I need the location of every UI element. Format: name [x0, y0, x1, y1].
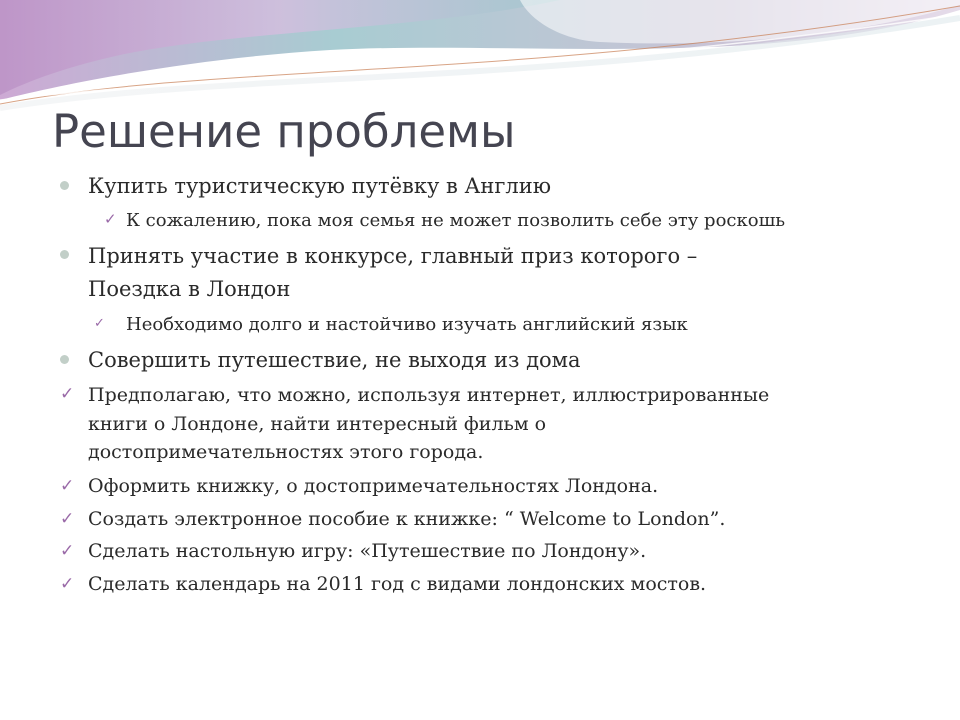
slide-title: Решение проблемы [52, 105, 516, 158]
list-item-text: Сделать настольную игру: «Путешествие по Лондону». [88, 540, 647, 562]
list-item-text: Купить туристическую путёвку в Англию [88, 174, 552, 198]
list-item-text: Совершить путешествие, не выходя из дома [88, 348, 581, 372]
check-mark-icon: ✓ [60, 509, 75, 529]
list-item-text: Необходимо долго и настойчиво изучать английский язык [126, 314, 688, 335]
check-mark-icon: ✓ [60, 476, 75, 496]
check-mark-icon: ✓ [60, 384, 75, 404]
list-item-text: Предполагаю, что можно, используя интернет, иллюстрированные [88, 384, 770, 406]
list-item-text: Создать электронное пособие к книжке: “ Welcome to London”. [88, 508, 726, 530]
list-item-text: Оформить книжку, о достопримечательностях Лондона. [88, 475, 659, 497]
dot-bullet-icon [60, 250, 69, 259]
check-mark-icon: ✓ [94, 316, 105, 331]
list-item-text: достопримечательностях этого города. [88, 441, 484, 463]
list-item-text: К сожалению, пока моя семья не может позволить себе эту роскошь [126, 210, 786, 231]
check-mark-icon: ✓ [104, 210, 117, 228]
dot-bullet-icon [60, 355, 69, 364]
check-mark-icon: ✓ [60, 541, 75, 561]
list-item-text: Сделать календарь на 2011 год с видами лондонских мостов. [88, 573, 707, 595]
check-mark-icon: ✓ [60, 574, 75, 594]
list-item-text: Поездка в Лондон [88, 277, 291, 301]
list-item-text: книги о Лондоне, найти интересный фильм о [88, 413, 547, 435]
dot-bullet-icon [60, 181, 69, 190]
list-item-text: Принять участие в конкурсе, главный приз которого – [88, 244, 698, 268]
